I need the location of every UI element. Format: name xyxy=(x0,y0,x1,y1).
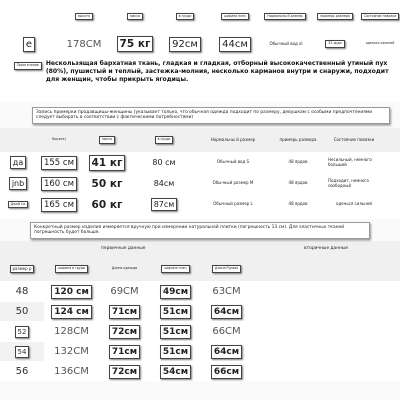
value-height: 178CM xyxy=(66,38,102,50)
size-header-row xyxy=(0,257,400,281)
size-bust: 132CM xyxy=(54,346,89,357)
fit-header-fit-state: Состояние повязки xyxy=(333,136,375,142)
value-shoulder: 44см xyxy=(219,37,251,52)
fit-tried-size: 48 ярдов xyxy=(288,159,308,165)
group-primary: первичные данные xyxy=(101,246,146,252)
fit-weight: 50 кг xyxy=(91,177,123,190)
fitting-row xyxy=(0,194,400,215)
size-length: 72см xyxy=(109,325,140,339)
size-header-size: размер р xyxy=(10,265,35,274)
value-bust: 92см xyxy=(169,37,201,52)
header-tried-size: примерь размера xyxy=(317,13,352,21)
fit-normal-size: Обычный вод S xyxy=(216,159,250,165)
header-height: высота xyxy=(75,13,93,21)
size-value: 48 xyxy=(15,286,29,297)
fit-height: 160 см xyxy=(41,177,77,191)
fitting-row xyxy=(0,152,400,173)
fit-header-height: Высота) xyxy=(52,137,66,142)
fit-normal-size: Обычный размер M xyxy=(212,180,254,186)
size-length: 71см xyxy=(109,345,140,359)
size-sleeve: 66см xyxy=(211,365,242,379)
header-shoulder: ширина плеч xyxy=(221,13,249,21)
size-row xyxy=(0,361,400,381)
size-bust: 120 см xyxy=(51,285,92,299)
fitting-note: Запись примерки продавщицы-женщины (указывает только, что обычная одежда подходит по размеру, девушкам с особыми предпочтениями следует выбирать в соответствии с фактическими потребностями) xyxy=(32,107,390,124)
fit-tried-size: 48 ярдов xyxy=(288,201,308,207)
fit-state: Подходит, немного свободный xyxy=(328,177,369,188)
size-value: 56 xyxy=(15,366,29,377)
row-label: е xyxy=(23,37,35,52)
size-sleeve: 63CM xyxy=(212,286,241,297)
size-note: Конкретный размер изделия измеряется вручную при измерении натуральной плитки (погрешность 13 см). Для эластичных тканей погрешность будет больше. xyxy=(30,222,370,239)
size-header-bust: ширина в груди xyxy=(55,265,88,273)
size-shoulder: 51см xyxy=(160,305,191,319)
fit-bust: 80 см xyxy=(152,158,176,167)
description-text: Нескользящая бархатная ткань, гладкая и гладкая, отборный высококачественный утиный пух (80%), пушистый и теплый, застежка-молния, несколько карманов внутри и снаружи, подходит для женщин, чтобы прикрыть ягодицы. xyxy=(45,60,389,83)
size-shoulder: 51см xyxy=(160,345,191,359)
fitting-row xyxy=(0,173,400,194)
model-header-row xyxy=(0,0,400,33)
size-sleeve: 64см xyxy=(211,345,242,359)
fit-header-normal-size: Нормальны й размер xyxy=(210,136,256,142)
size-length: 69CM xyxy=(110,286,139,297)
model-info-panel xyxy=(0,0,400,102)
fit-height: 165 см xyxy=(41,198,77,212)
header-bust: в груди xyxy=(176,13,195,21)
value-fit-state: оденься сильней xyxy=(365,41,395,46)
size-header-length: Длина одежды xyxy=(111,266,138,271)
value-tried-size: 52 ярда xyxy=(325,40,344,48)
fit-header-bust: в груди xyxy=(155,136,174,144)
fit-header-weight: масса xyxy=(99,136,115,144)
fit-normal-size: Обычный размер L xyxy=(213,201,253,207)
value-normal-size: Обычный вод xl xyxy=(269,40,303,46)
header-fit-state: Состояние повязки xyxy=(361,13,399,21)
fitting-record-panel xyxy=(0,102,400,215)
size-bust: 128CM xyxy=(54,326,89,337)
fitting-note-row xyxy=(0,102,400,128)
fit-label: да xyxy=(10,156,26,169)
header-weight: масса xyxy=(127,13,143,21)
size-value: 50 xyxy=(15,306,29,317)
fit-header-tried-size: примерь размера xyxy=(279,136,317,142)
model-value-row xyxy=(0,33,400,55)
size-shoulder: 49см xyxy=(160,285,191,299)
description-label: Прим ечание xyxy=(14,62,42,70)
size-length: 72см xyxy=(109,365,140,379)
size-bust: 136CM xyxy=(54,366,89,377)
fit-state: Несильный, немного больший xyxy=(328,156,372,167)
size-bust: 124 см xyxy=(51,305,92,319)
fit-bust: 87см xyxy=(151,198,178,211)
size-shoulder: 51см xyxy=(160,325,191,339)
size-chart-panel xyxy=(0,219,400,400)
size-row xyxy=(0,301,400,321)
header-normal-size: Нормальны й размер xyxy=(264,13,305,21)
fitting-header-row xyxy=(0,128,400,152)
fit-tried-size: 48 ярдов xyxy=(288,180,308,186)
size-group-row xyxy=(0,241,400,257)
fit-label: Джей Си xyxy=(8,201,29,209)
size-value: 52 xyxy=(15,326,30,338)
size-row xyxy=(0,281,400,301)
size-row xyxy=(0,341,400,361)
size-header-shoulder: ширина плеч xyxy=(161,265,189,273)
fit-weight: 60 кг xyxy=(91,198,123,211)
size-header-sleeve: Длина Рукава xyxy=(212,265,241,273)
value-weight: 75 кг xyxy=(117,36,154,52)
group-secondary: вторичные данные xyxy=(304,246,349,252)
size-sleeve: 66CM xyxy=(212,326,241,337)
fit-bust: 84см xyxy=(153,179,175,188)
fit-state: оденься сильней xyxy=(336,201,372,207)
size-shoulder: 54см xyxy=(160,365,191,379)
size-note-row xyxy=(0,219,400,241)
fit-weight: 41 кг xyxy=(89,155,126,171)
size-sleeve: 64см xyxy=(211,305,242,319)
size-length: 71см xyxy=(109,305,140,319)
fit-height: 155 см xyxy=(41,156,77,170)
size-row xyxy=(0,321,400,341)
fit-label: jnb xyxy=(9,177,27,190)
description-row xyxy=(0,55,400,97)
size-value: 54 xyxy=(15,346,30,358)
